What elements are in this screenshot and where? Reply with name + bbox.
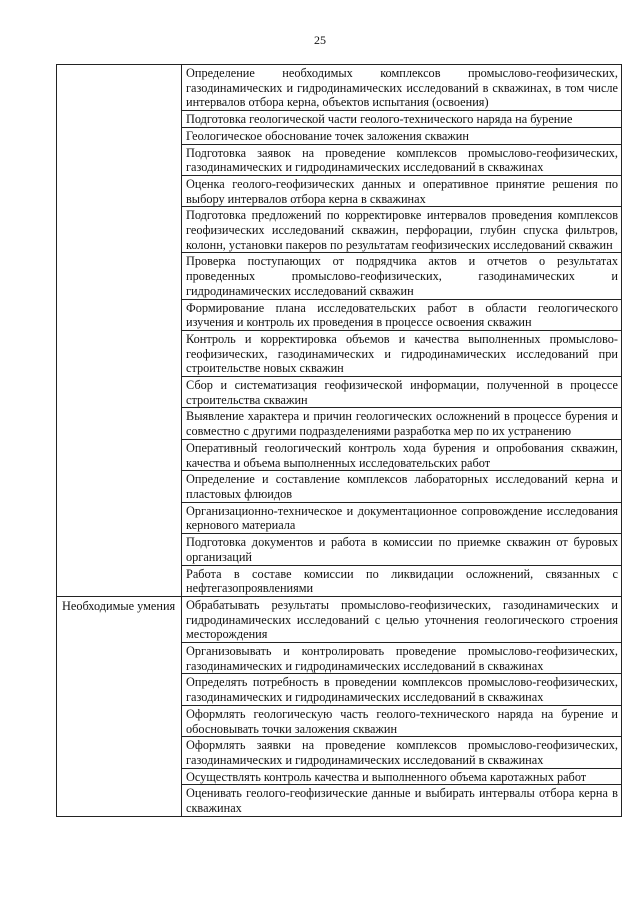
action-cell: Подготовка предложений по корректировке интервалов проведения комплексов геофизических исследований скважин, перфорации, глубин спуска фильтров, колонн, установки пакеров по результатам геофизических исследований скважин bbox=[182, 207, 622, 253]
skills-label-cell: Необходимые умения bbox=[57, 596, 182, 816]
competency-table bbox=[56, 64, 622, 817]
action-cell: Геологическое обоснование точек заложения скважин bbox=[182, 127, 622, 144]
skill-cell: Оценивать геолого-геофизические данные и выбирать интервалы отбора керна в скважинах bbox=[182, 785, 622, 816]
page-number: 25 bbox=[314, 33, 326, 47]
action-cell: Оперативный геологический контроль хода бурения и опробования скважин, качества и объема выполненных исследовательских работ bbox=[182, 439, 622, 470]
skill-cell: Обрабатывать результаты промыслово-геофизических, газодинамических и гидродинамических исследований с целью уточнения геологического строения месторождения bbox=[182, 596, 622, 642]
action-cell: Определение и составление комплексов лабораторных исследований керна и пластовых флюидов bbox=[182, 471, 622, 502]
action-cell: Подготовка геологической части геолого-технического наряда на бурение bbox=[182, 111, 622, 128]
action-cell: Проверка поступающих от подрядчика актов и отчетов о результатах проведенных промыслово-геофизических, газодинамических и гидродинамических исследований скважин bbox=[182, 253, 622, 299]
action-cell: Сбор и систематизация геофизической информации, полученной в процессе строительства скважин bbox=[182, 377, 622, 408]
section-label-cell bbox=[57, 65, 182, 597]
action-cell: Оценка геолого-геофизических данных и оперативное принятие решения по выбору интервалов отбора керна в скважинах bbox=[182, 175, 622, 206]
skill-cell: Осуществлять контроль качества и выполненного объема каротажных работ bbox=[182, 768, 622, 785]
action-cell: Работа в составе комиссии по ликвидации осложнений, связанных с нефтегазопроявлениями bbox=[182, 565, 622, 596]
action-cell: Организационно-техническое и документационное сопровождение исследования кернового материала bbox=[182, 502, 622, 533]
action-cell: Подготовка заявок на проведение комплексов промыслово-геофизических, газодинамических и гидродинамических исследований в скважинах bbox=[182, 144, 622, 175]
action-cell: Подготовка документов и работа в комиссии по приемке скважин от буровых организаций bbox=[182, 534, 622, 565]
table-row bbox=[57, 65, 622, 111]
skill-cell: Определять потребность в проведении комплексов промыслово-геофизических, газодинамических и гидродинамических исследований в скважинах bbox=[182, 674, 622, 705]
skill-cell: Оформлять геологическую часть геолого-технического наряда на бурение и обосновывать точки заложения скважин bbox=[182, 705, 622, 736]
action-cell: Контроль и корректировка объемов и качества выполненных промыслово-геофизических, газодинамических и гидродинамических исследований при строительстве новых скважин bbox=[182, 330, 622, 376]
table-row bbox=[57, 596, 622, 642]
action-cell: Определение необходимых комплексов промыслово-геофизических, газодинамических и гидродинамических исследований в скважинах, в том числе интервалов отбора керна, объектов испытания (освоения) bbox=[182, 65, 622, 111]
action-cell: Формирование плана исследовательских работ в области геологического изучения и контроль их проведения в процессе освоения скважин bbox=[182, 299, 622, 330]
skill-cell: Организовывать и контролировать проведение промыслово-геофизических, газодинамических и гидродинамических исследований в скважинах bbox=[182, 643, 622, 674]
action-cell: Выявление характера и причин геологических осложнений в процессе бурения и совместно с другими подразделениями разработка мер по их устранению bbox=[182, 408, 622, 439]
skill-cell: Оформлять заявки на проведение комплексов промыслово-геофизических, газодинамических и гидродинамических исследований в скважинах bbox=[182, 737, 622, 768]
